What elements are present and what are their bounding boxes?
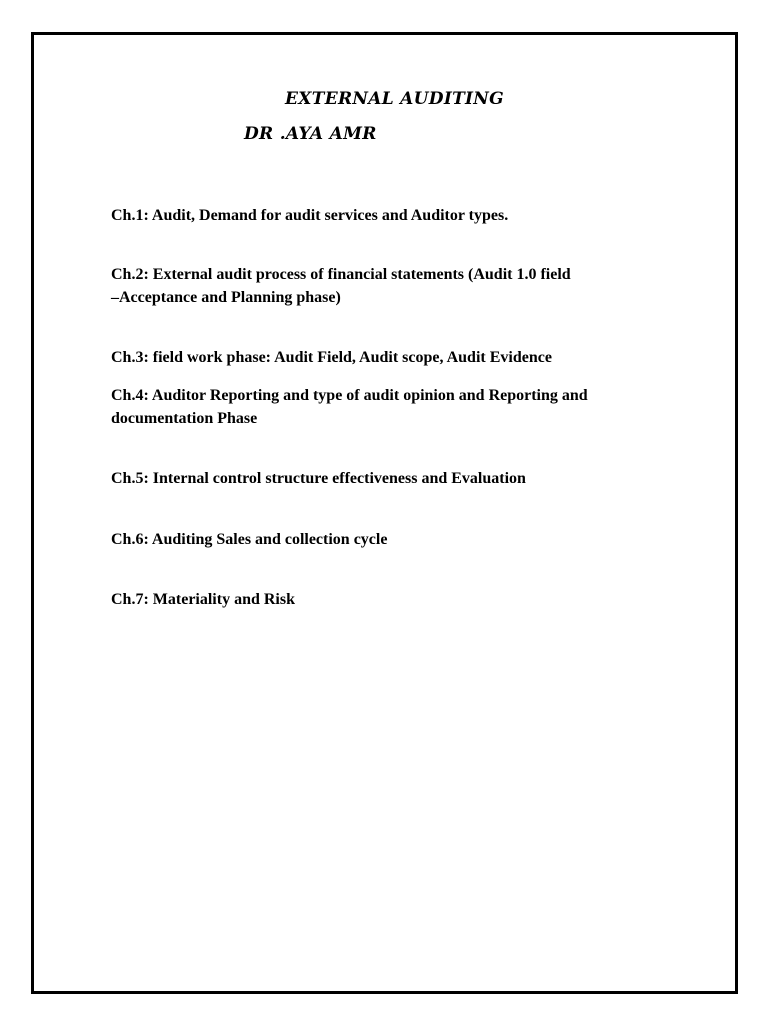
chapter-2: Ch.2: External audit process of financial statements (Audit 1.0 field –Acceptance and Planning phase) bbox=[111, 266, 571, 306]
chapter-7: Ch.7: Materiality and Risk bbox=[111, 591, 295, 608]
chapter-5: Ch.5: Internal control structure effectiveness and Evaluation bbox=[111, 470, 526, 487]
chapter-1: Ch.1: Audit, Demand for audit services and Auditor types. bbox=[111, 207, 509, 224]
document-title: EXTERNAL AUDITING bbox=[285, 89, 504, 109]
document-author: DR .AYA AMR bbox=[244, 124, 377, 144]
chapter-6: Ch.6: Auditing Sales and collection cycle bbox=[111, 531, 388, 548]
page-border bbox=[31, 32, 738, 994]
chapter-4: Ch.4: Auditor Reporting and type of audit opinion and Reporting and documentation Phase bbox=[111, 387, 588, 427]
chapter-3: Ch.3: field work phase: Audit Field, Audit scope, Audit Evidence bbox=[111, 349, 552, 366]
